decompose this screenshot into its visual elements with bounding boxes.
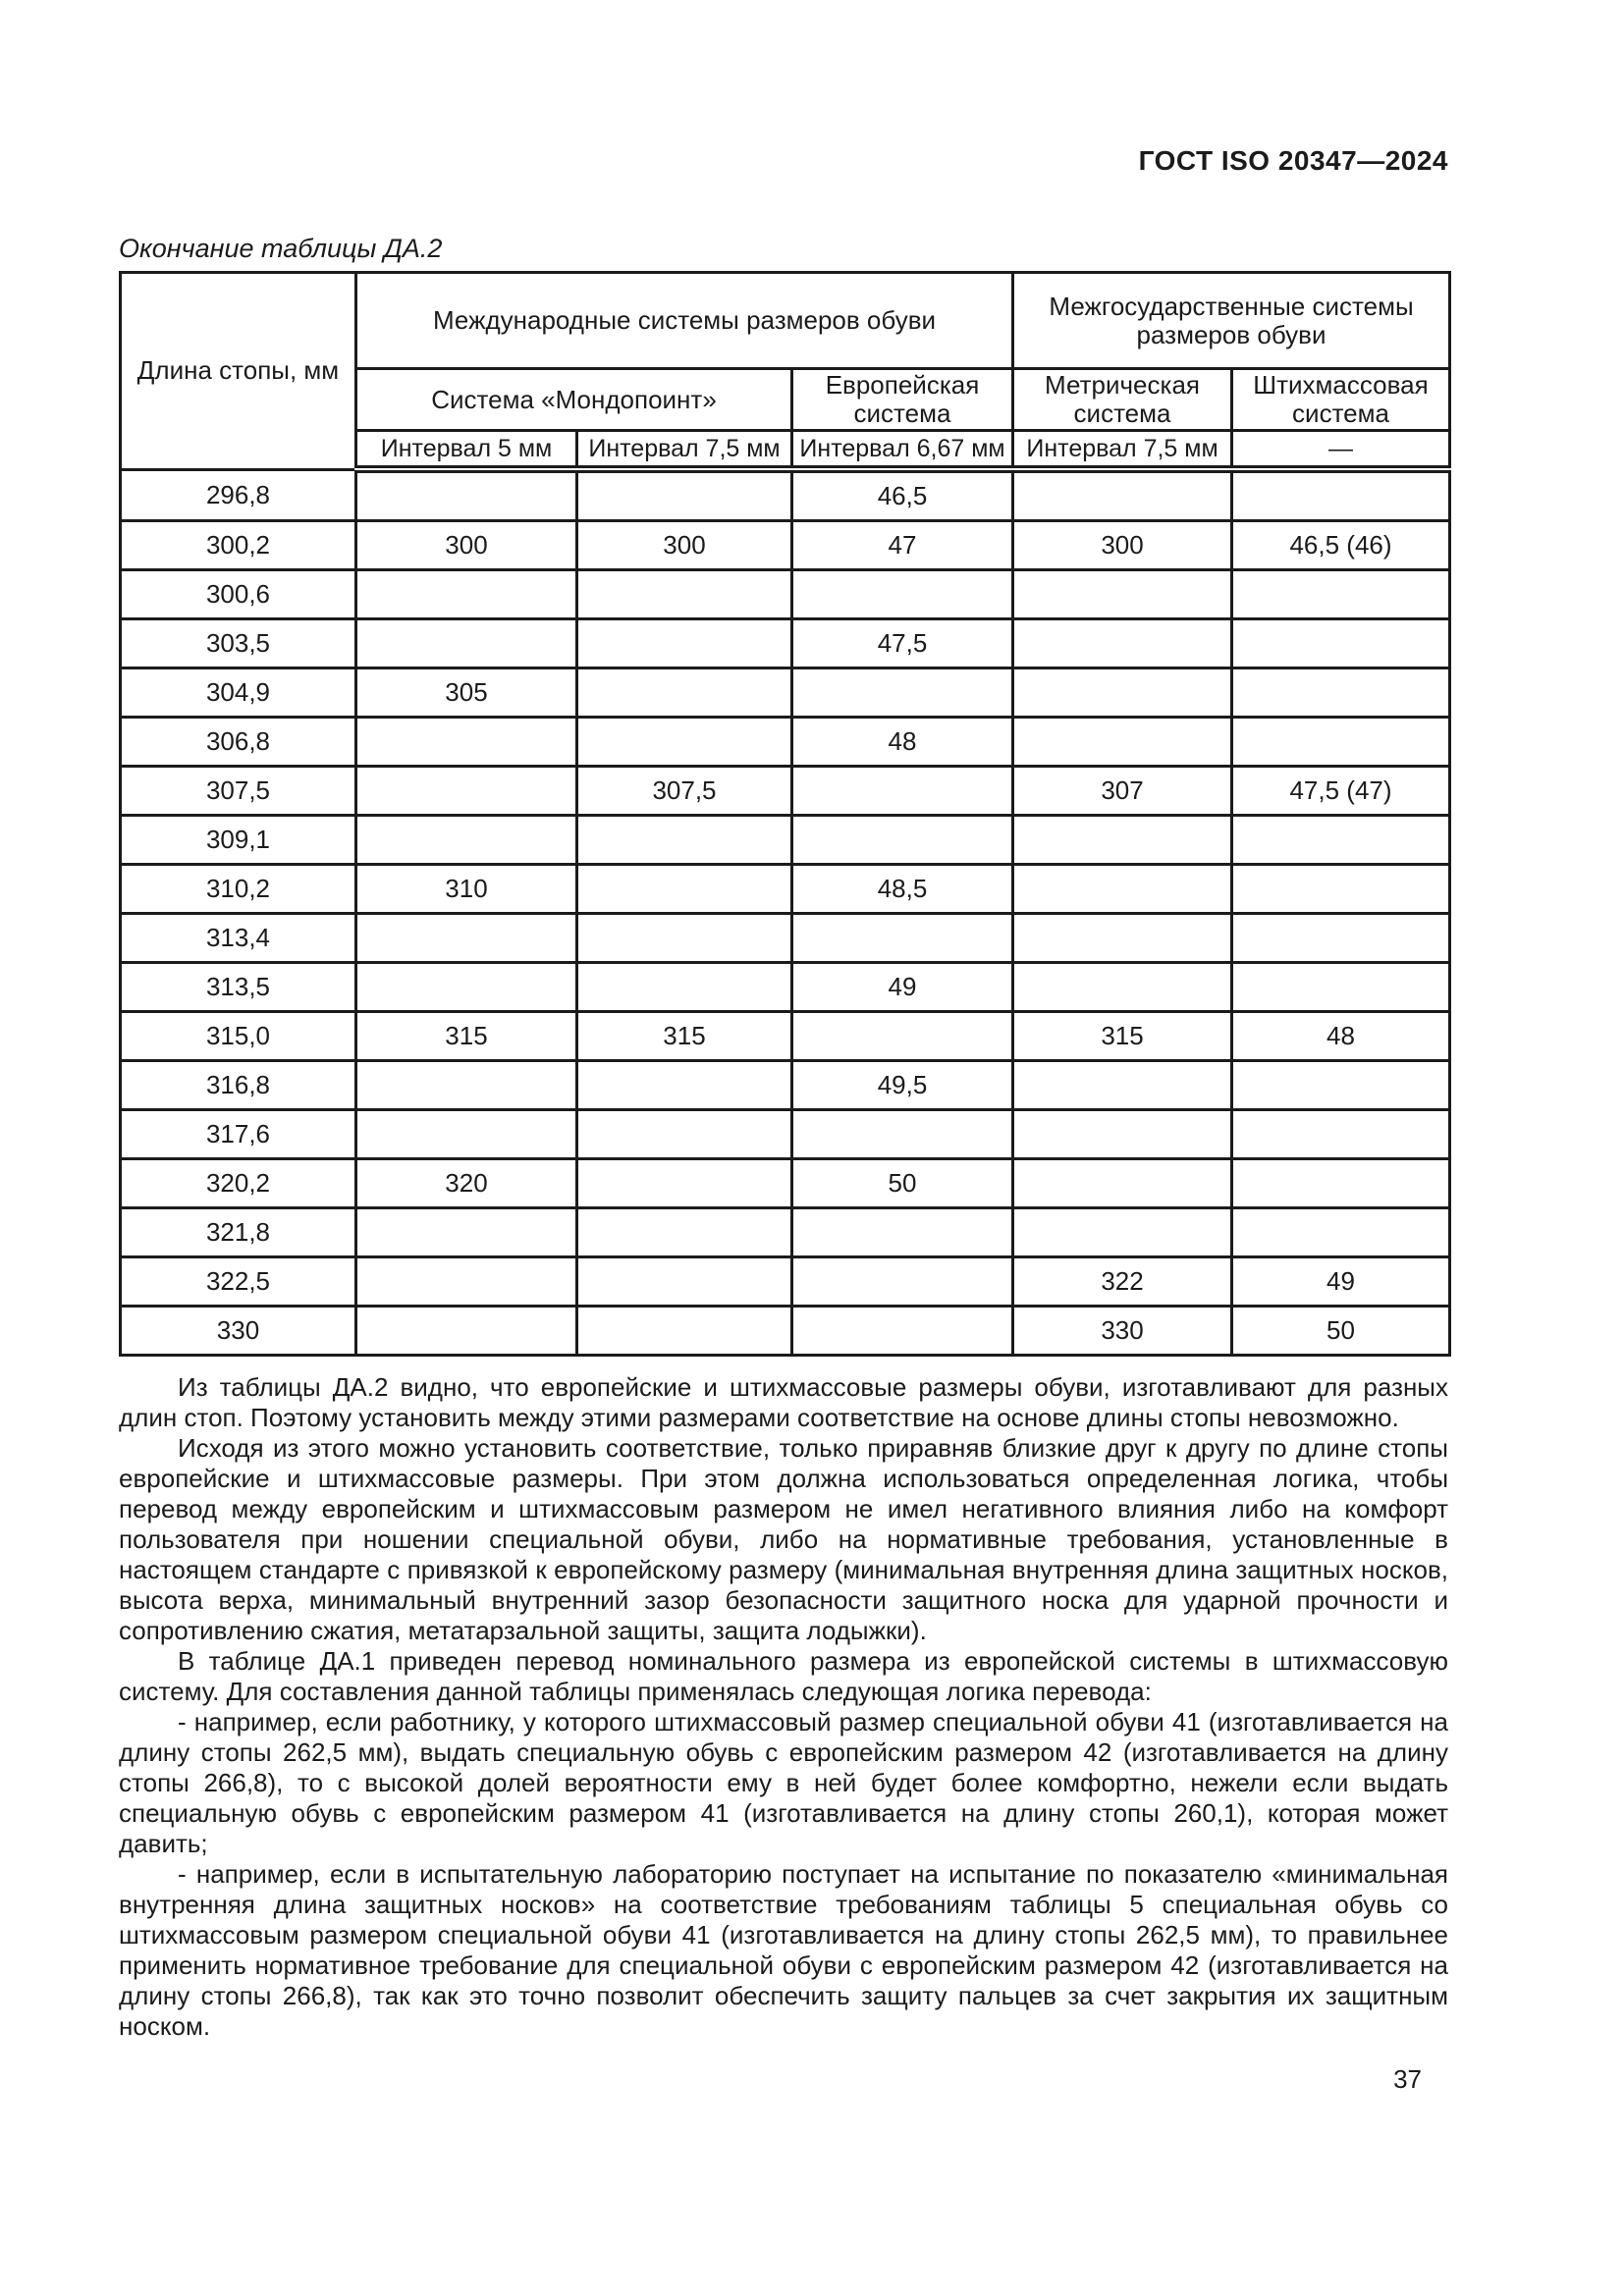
table-cell: 330: [1013, 1307, 1232, 1356]
table-cell: 49,5: [792, 1061, 1013, 1110]
table-cell: [792, 914, 1013, 963]
table-row: [121, 1159, 1450, 1208]
table-cell: [1232, 1208, 1450, 1257]
table-cell: 315,0: [121, 1012, 356, 1061]
table-cell: 50: [1232, 1307, 1450, 1356]
table-header: [121, 273, 1450, 470]
table-row: [121, 963, 1450, 1012]
table-cell: [792, 1257, 1013, 1307]
header-group-interstate: Межгосударственные системы размеров обуви: [1013, 273, 1450, 369]
table-cell: [1013, 1208, 1232, 1257]
table-cell: [1232, 865, 1450, 914]
table-cell: [792, 1307, 1013, 1356]
table-cell: [356, 1110, 577, 1159]
table-cell: 307: [1013, 767, 1232, 816]
table-cell: 322: [1013, 1257, 1232, 1307]
table-cell: 48: [792, 718, 1013, 767]
paragraph-conclusion-da2: Из таблицы ДА.2 видно, что европейские и штихмассовые размеры обуви, изготавливают для разных длин стоп. Поэтому установить между этими размерами соответствие на основе длины стопы невозможно.: [119, 1372, 1448, 1432]
header-interval-6-67mm: Интервал 6,67 мм: [792, 431, 1013, 470]
table-cell: 307,5: [121, 767, 356, 816]
table-cell: [1013, 718, 1232, 767]
table-cell: [577, 1061, 792, 1110]
table-cell: 310: [356, 865, 577, 914]
table-row: [121, 570, 1450, 619]
table-cell: 315: [356, 1012, 577, 1061]
header-metric-system: Метрическая система: [1013, 369, 1232, 431]
table-cell: 317,6: [121, 1110, 356, 1159]
table-cell: [356, 914, 577, 963]
table-row: [121, 521, 1450, 570]
table-cell: 300,2: [121, 521, 356, 570]
table-cell: [577, 963, 792, 1012]
table-cell: 313,4: [121, 914, 356, 963]
table-row: [121, 718, 1450, 767]
table-cell: [577, 718, 792, 767]
table-cell: 47,5 (47): [1232, 767, 1450, 816]
header-interval-5mm: Интервал 5 мм: [356, 431, 577, 470]
table-cell: [577, 1257, 792, 1307]
table-cell: [577, 668, 792, 718]
table-cell: [356, 816, 577, 865]
table-cell: 49: [792, 963, 1013, 1012]
table-cell: [356, 570, 577, 619]
paragraph-correspondence-logic: Исходя из этого можно установить соответствие, только приравняв близкие друг к другу по длине стопы европейские и штихмассовые размеры. При этом должна использоваться определенная логика, чтобы перевод между европейским и штихмассовым размером не имел негативного влияния либо на комфорт пользователя при ношении специальной обуви, либо на нормативные требования, установленные в настоящем стандарте с привязкой к европейскому размеру (минимальная внутренняя длина защитных носков, высота верха, минимальный внутренний зазор безопасности защитного носка для ударной прочности и сопротивлению сжатия, метатарзальной защиты, защита лодыжки).: [119, 1433, 1448, 1645]
header-shtikhmass-system: Штихмассовая система: [1232, 369, 1450, 431]
page-number: 37: [1393, 2064, 1422, 2094]
table-cell: [1232, 619, 1450, 668]
table-cell: [1013, 619, 1232, 668]
table-cell: 48,5: [792, 865, 1013, 914]
table-cell: [1232, 1110, 1450, 1159]
header-foot-length: Длина стопы, мм: [121, 273, 356, 470]
table-row: [121, 1208, 1450, 1257]
table-row: [121, 914, 1450, 963]
table-cell: [1013, 1061, 1232, 1110]
header-european-system: Европейская система: [792, 369, 1013, 431]
table-cell: 315: [577, 1012, 792, 1061]
table-cell: [356, 718, 577, 767]
table-cell: 320,2: [121, 1159, 356, 1208]
table-cell: [356, 963, 577, 1012]
table-body: [121, 469, 1450, 1356]
table-cell: [1232, 816, 1450, 865]
body-text-block: [119, 1372, 1448, 2042]
table-cell: [1013, 668, 1232, 718]
table-row: [121, 816, 1450, 865]
table-cell: [1013, 1110, 1232, 1159]
table-cell: [356, 1061, 577, 1110]
table-cell: [356, 1208, 577, 1257]
table-cell: [1232, 469, 1450, 521]
table-cell: [792, 570, 1013, 619]
table-caption: Окончание таблицы ДА.2: [119, 234, 443, 263]
table-cell: 310,2: [121, 865, 356, 914]
table-cell: 46,5: [792, 469, 1013, 521]
shoe-size-table: [119, 271, 1451, 1357]
table-cell: 330: [121, 1307, 356, 1356]
table-cell: [1013, 1159, 1232, 1208]
table-cell: [792, 767, 1013, 816]
header-interval-7-5mm-mondo: Интервал 7,5 мм: [577, 431, 792, 470]
table-row: [121, 469, 1450, 521]
table-cell: 322,5: [121, 1257, 356, 1307]
table-cell: [1013, 963, 1232, 1012]
table-cell: 50: [792, 1159, 1013, 1208]
header-interval-7-5mm-metric: Интервал 7,5 мм: [1013, 431, 1232, 470]
table-cell: 304,9: [121, 668, 356, 718]
table-cell: [577, 1208, 792, 1257]
table-cell: [356, 469, 577, 521]
table-cell: 300: [1013, 521, 1232, 570]
table-cell: [577, 914, 792, 963]
paragraph-table-da1-intro: В таблице ДА.1 приведен перевод номинального размера из европейской системы в штихмассовую систему. Для составления данной таблицы применялась следующая логика перевода:: [119, 1646, 1448, 1706]
table-cell: 303,5: [121, 619, 356, 668]
table-cell: [577, 469, 792, 521]
table-cell: 300,6: [121, 570, 356, 619]
table-cell: [792, 1012, 1013, 1061]
header-group-international: Международные системы размеров обуви: [356, 273, 1013, 369]
table-row: [121, 1110, 1450, 1159]
table-cell: 316,8: [121, 1061, 356, 1110]
table-cell: [577, 570, 792, 619]
table-cell: [1232, 1061, 1450, 1110]
table-cell: 48: [1232, 1012, 1450, 1061]
table-cell: 315: [1013, 1012, 1232, 1061]
table-row: [121, 1257, 1450, 1307]
table-cell: [577, 865, 792, 914]
table-cell: 307,5: [577, 767, 792, 816]
paragraph-example-laboratory: - например, если в испытательную лабораторию поступает на испытание по показателю «минимальная внутренняя длина защитных носков» на соответствие требованиям таблицы 5 специальная обувь со штихмассовым размером специальной обуви 41 (изготавливается на длину стопы 262,5 мм), то правильнее применить нормативное требование для специальной обуви с европейским размером 42 (изготавливается на длину стопы 266,8), так как это точно позволит обеспечить защиту пальцев за счет закрытия их защитным носком.: [119, 1859, 1448, 2041]
table-cell: 300: [356, 521, 577, 570]
table-cell: 296,8: [121, 469, 356, 521]
table-cell: [577, 1159, 792, 1208]
table-cell: 309,1: [121, 816, 356, 865]
table-cell: 49: [1232, 1257, 1450, 1307]
table-row: [121, 767, 1450, 816]
table-cell: [577, 1307, 792, 1356]
table-cell: [1013, 914, 1232, 963]
table-row: [121, 1307, 1450, 1356]
table-cell: [1232, 570, 1450, 619]
paragraph-example-worker: - например, если работнику, у которого штихмассовый размер специальной обуви 41 (изготавливается на длину стопы 262,5 мм), выдать специальную обувь с европейским размером 42 (изготавливается на длину стопы 266,8), то с высокой долей вероятности ему в ней будет более комфортно, нежели если выдать специальную обувь с европейским размером 41 (изготавливается на длину стопы 260,1), которая может давить;: [119, 1707, 1448, 1858]
table-cell: 305: [356, 668, 577, 718]
table-cell: [1013, 865, 1232, 914]
table-cell: [1232, 1159, 1450, 1208]
table-cell: [577, 1110, 792, 1159]
table-cell: [1232, 963, 1450, 1012]
table-cell: [792, 816, 1013, 865]
table-cell: 306,8: [121, 718, 356, 767]
table-cell: 47: [792, 521, 1013, 570]
table-cell: [356, 1307, 577, 1356]
table-cell: [577, 816, 792, 865]
table-row: [121, 1012, 1450, 1061]
table-cell: 313,5: [121, 963, 356, 1012]
table-cell: [792, 668, 1013, 718]
table-cell: [356, 1257, 577, 1307]
table-cell: [1013, 570, 1232, 619]
table-cell: [1013, 816, 1232, 865]
table-cell: 47,5: [792, 619, 1013, 668]
table-cell: 300: [577, 521, 792, 570]
table-cell: [1232, 914, 1450, 963]
table-cell: [356, 767, 577, 816]
table-cell: 46,5 (46): [1232, 521, 1450, 570]
table-cell: [1232, 668, 1450, 718]
table-cell: [356, 619, 577, 668]
table-cell: [792, 1208, 1013, 1257]
table-row: [121, 1061, 1450, 1110]
table-cell: 320: [356, 1159, 577, 1208]
table-row: [121, 619, 1450, 668]
header-interval-none: —: [1232, 431, 1450, 470]
header-row-groups: [121, 273, 1450, 369]
table-row: [121, 668, 1450, 718]
table-cell: 321,8: [121, 1208, 356, 1257]
standard-designation: ГОСТ ISO 20347—2024: [1138, 145, 1448, 176]
header-mondopoint-system: Система «Мондопоинт»: [356, 369, 792, 431]
table-row: [121, 865, 1450, 914]
table-cell: [577, 619, 792, 668]
table-cell: [1232, 718, 1450, 767]
table-cell: [792, 1110, 1013, 1159]
table-cell: [1013, 469, 1232, 521]
